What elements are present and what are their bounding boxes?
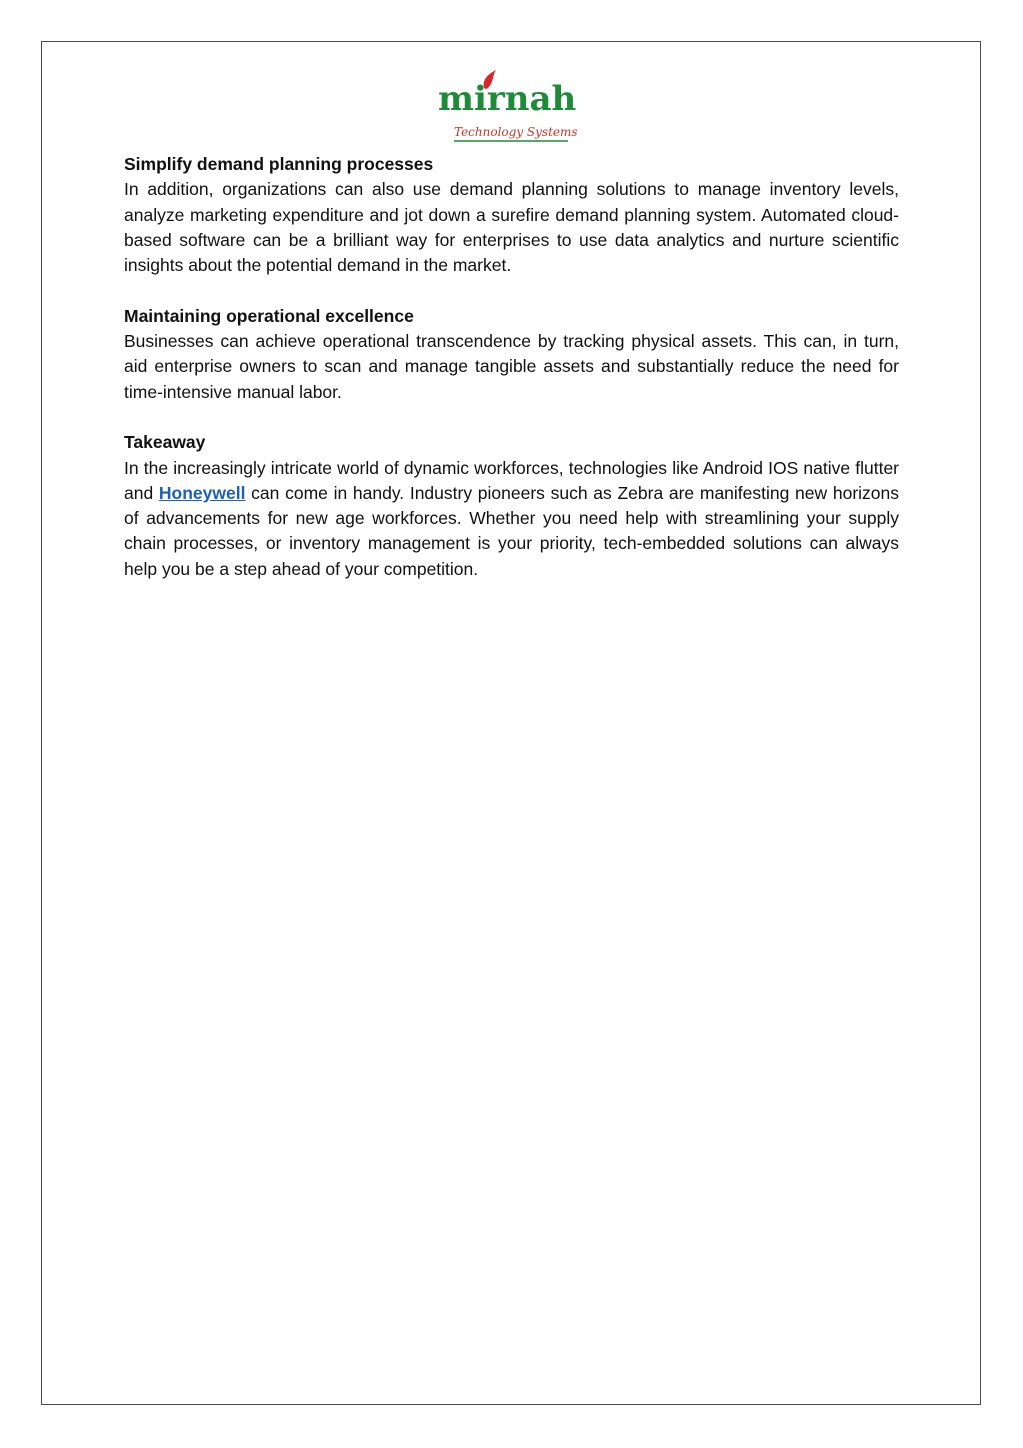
honeywell-link[interactable]: Honeywell (158, 482, 246, 503)
body-text-before-link: In the increasingly intricate world of dynamic workforces, technologies like Android IOS native flutter and (124, 457, 899, 503)
section-operational-excellence (124, 304, 899, 405)
section-body: Businesses can achieve operational transcendence by tracking physical assets. This can, in turn, aid enterprise owners to scan and manage tangible assets and substantially reduce the need for time-intensive manual labor. (124, 331, 899, 402)
section-title: Takeaway (124, 432, 206, 453)
section-body: In addition, organizations can also use demand planning solutions to manage inventory levels, analyze marketing expenditure and jot down a surefire demand planning system. Automated cloud-based software can be a brilliant way for enterprises to use data analytics and nurture scientific insights about the potential demand in the market. (124, 179, 899, 276)
section-title: Simplify demand planning processes (124, 154, 434, 174)
body-text-after-link: can come in handy. Industry pioneers such as Zebra are manifesting new horizons of advancements for new age workforces. Whether you need help with streamlining your supply chain processes, or inventory management is your priority, tech-embedded solutions can always help you be a step ahead of your competition. (124, 482, 900, 579)
mirnah-logo (432, 66, 592, 148)
section-title: Maintaining operational excellence (124, 305, 414, 326)
section-body (124, 456, 899, 582)
section-takeaway (124, 430, 899, 582)
logo-tagline: Technology Systems (454, 125, 578, 139)
document-body (124, 152, 899, 607)
section-demand-planning (124, 152, 899, 278)
logo-wordmark: mirnah (438, 79, 577, 119)
